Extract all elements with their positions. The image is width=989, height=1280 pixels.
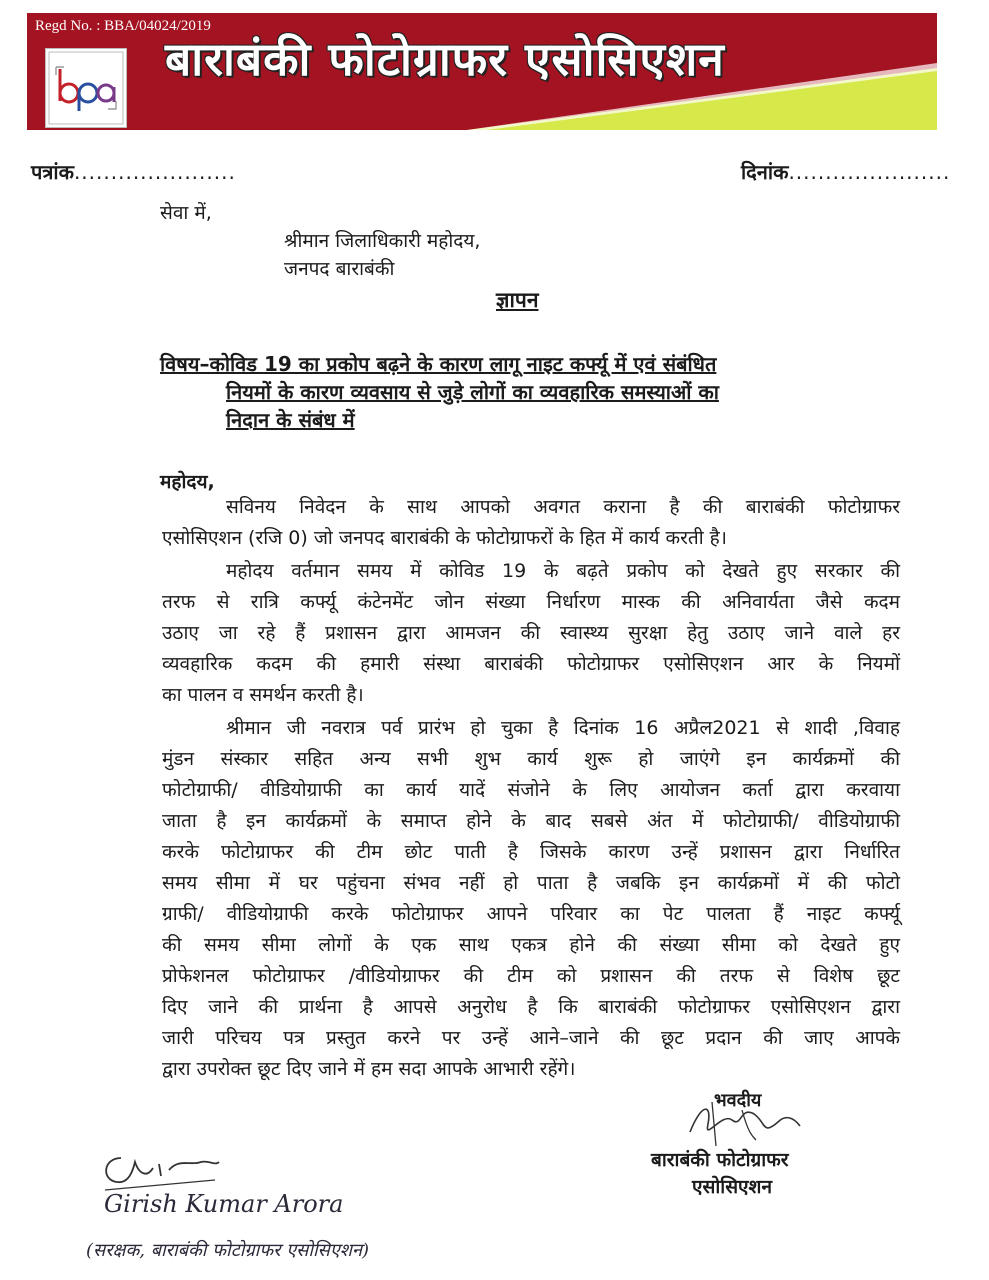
paragraph-3	[162, 713, 900, 1085]
organization-name: बाराबंकी फोटोग्राफर एसोसिएशन	[165, 32, 725, 86]
closing-org-line2: एसोसिएशन	[692, 1176, 773, 1198]
salutation: महोदय,	[160, 471, 215, 493]
patrank-blank: ......................	[73, 160, 236, 184]
para3-line: जारी परिचय पत्र प्रस्तुत करने पर उन्हें आने–जाने की छूट प्रदान की जाए आपके	[162, 1027, 900, 1049]
closing-org-line1: बाराबंकी फोटोग्राफर	[651, 1149, 789, 1171]
dinank-blank: ......................	[788, 160, 951, 184]
signature-mark	[682, 1092, 812, 1152]
para3-line: मुंडन संस्कार सहित अन्य सभी शुभ कार्य शुरू हो जाएंगे इन कार्यक्रमों की	[162, 748, 900, 770]
para3-line: द्वारा उपरोक्त छूट दिए जाने में हम सदा आपके आभारी रहेंगे।	[162, 1058, 576, 1080]
para3-line: जाता है इन कार्यक्रमों के समाप्त होने के बाद सबसे अंत में फोटोग्राफी/ वीडियोग्राफी	[162, 810, 900, 832]
bpa-logo	[45, 48, 127, 128]
subject-line3: निदान के संबंध में	[226, 408, 355, 432]
handwritten-designation: (सरक्षक, बाराबंकी फोटोग्राफर एसोसिएशन)	[86, 1240, 370, 1261]
reference-number	[31, 158, 236, 185]
para3-line: दिए जाने की प्रार्थना है आपसे अनुरोध है कि बाराबंकी फोटोग्राफर एसोसिएशन द्वारा	[162, 996, 900, 1018]
para3-line: प्रोफेशनल फोटोग्राफर /वीडियोग्राफर की टीम को प्रशासन की तरफ से विशेष छूट	[162, 965, 900, 987]
document-heading: ज्ञापन	[496, 288, 539, 312]
subject-line1: विषय–कोविड 19 का प्रकोप बढ़ने के कारण लागू नाइट कर्फ्यू में एवं संबंधित	[160, 352, 717, 376]
paragraph-2	[162, 556, 900, 711]
handwritten-name: Girish Kumar Arora	[104, 1190, 344, 1218]
registration-number: Regd No. : BBA/04024/2019	[35, 18, 211, 34]
para2-line: का पालन व समर्थन करती है।	[162, 684, 364, 706]
para1-line: सविनय निवेदन के साथ आपको अवगत कराना है की बाराबंकी फोटोग्राफर	[226, 496, 900, 518]
addressee-prefix: सेवा में,	[160, 202, 212, 224]
patrank-label: पत्रांक	[31, 160, 74, 184]
para1-line: एसोसिएशन (रजि 0) जो जनपद बाराबंकी के फोटोग्राफरों के हित में कार्य करती है।	[162, 527, 727, 549]
para2-line: उठाए जा रहे हैं प्रशासन द्वारा आमजन की स्वास्थ्य सुरक्षा हेतु उठाए जाने वाले हर	[162, 622, 900, 644]
subject-block	[160, 350, 900, 434]
para3-line: ग्राफी/ वीडियोग्राफी करके फोटोग्राफर आपने परिवार का पेट पालता हैं नाइट कर्फ्यू	[162, 903, 900, 925]
para3-line: श्रीमान जी नवरात्र पर्व प्रारंभ हो चुका है दिनांक 16 अप्रैल2021 से शादी ,विवाह	[226, 717, 900, 739]
para2-line: तरफ से रात्रि कर्फ्यू कंटेनमेंट जोन संख्या निर्धारण मास्क की अनिवार्यता जैसे कदम	[162, 591, 900, 613]
para3-line: की समय सीमा लोगों के एक साथ एकत्र होने की संख्या सीमा को देखते हुए	[162, 934, 900, 956]
paragraph-1	[162, 492, 900, 554]
para3-line: करके फोटोग्राफर की टीम छोट पाती है जिसके कारण उन्हें प्रशासन द्वारा निर्धारित	[162, 841, 900, 863]
subject-line2: नियमों के कारण व्यवसाय से जुड़े लोगों का व्यवहारिक समस्याओं का	[226, 380, 719, 404]
dinank-label: दिनांक	[741, 160, 789, 184]
para2-line: व्यवहारिक कदम की हमारी संस्था बाराबंकी फोटोग्राफर एसोसिएशन आर के नियमों	[162, 653, 900, 675]
letterhead	[27, 13, 937, 130]
addressee-line2: जनपद बाराबंकी	[284, 258, 395, 280]
addressee-line1: श्रीमान जिलाधिकारी महोदय,	[284, 230, 481, 252]
para2-line: महोदय वर्तमान समय में कोविड 19 के बढ़ते प्रकोप को देखते हुए सरकार की	[226, 560, 900, 582]
closing-bhavdiya: भवदीय	[714, 1090, 762, 1111]
para3-line: फोटोग्राफी/ वीडियोग्राफी का कार्य यादें संजोने के लिए आयोजन कर्ता द्वारा करवाया	[162, 779, 900, 801]
para3-line: समय सीमा में घर पहुंचना संभव नहीं हो पाता है जबकि इन कार्यक्रमों में की फोटो	[162, 872, 900, 894]
date-field	[741, 158, 950, 185]
bpa-logo-icon	[46, 49, 126, 127]
